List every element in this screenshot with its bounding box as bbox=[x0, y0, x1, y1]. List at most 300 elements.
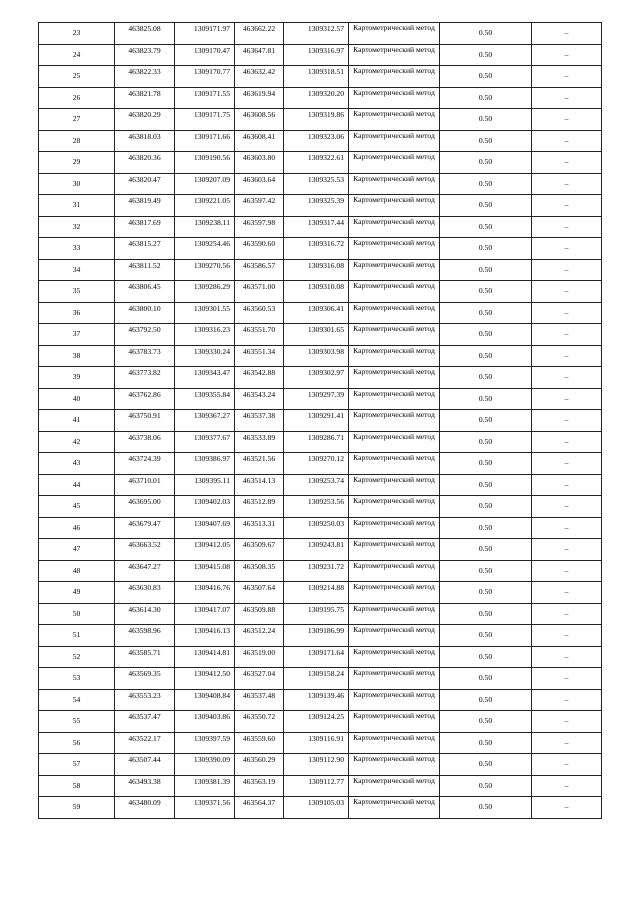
table-row bbox=[39, 517, 602, 539]
method-cell: Картометрический метод bbox=[349, 130, 440, 152]
note-cell: – bbox=[532, 367, 602, 389]
y-coordinate-new-cell: 1309243.81 bbox=[284, 539, 349, 561]
note-cell: – bbox=[532, 44, 602, 66]
method-cell: Картометрический метод bbox=[349, 775, 440, 797]
x-coordinate-existing-cell: 463630.83 bbox=[115, 582, 175, 604]
table-row bbox=[39, 281, 602, 303]
y-coordinate-new-cell: 1309124.25 bbox=[284, 711, 349, 733]
x-coordinate-existing-cell: 463792.50 bbox=[115, 324, 175, 346]
accuracy-cell: 0.50 bbox=[440, 711, 532, 733]
table-row bbox=[39, 560, 602, 582]
table-row bbox=[39, 496, 602, 518]
y-coordinate-existing-cell: 1309412.50 bbox=[175, 668, 235, 690]
y-coordinate-existing-cell: 1309171.97 bbox=[175, 23, 235, 45]
y-coordinate-existing-cell: 1309190.56 bbox=[175, 152, 235, 174]
note-cell: – bbox=[532, 431, 602, 453]
note-cell: – bbox=[532, 152, 602, 174]
note-cell: – bbox=[532, 517, 602, 539]
x-coordinate-new-cell: 463597.98 bbox=[235, 216, 284, 238]
table-row bbox=[39, 689, 602, 711]
method-cell: Картометрический метод bbox=[349, 66, 440, 88]
y-coordinate-existing-cell: 1309386.97 bbox=[175, 453, 235, 475]
table-row bbox=[39, 173, 602, 195]
accuracy-cell: 0.50 bbox=[440, 195, 532, 217]
y-coordinate-existing-cell: 1309286.29 bbox=[175, 281, 235, 303]
y-coordinate-existing-cell: 1309397.59 bbox=[175, 732, 235, 754]
y-coordinate-existing-cell: 1309412.05 bbox=[175, 539, 235, 561]
y-coordinate-new-cell: 1309253.56 bbox=[284, 496, 349, 518]
x-coordinate-existing-cell: 463820.29 bbox=[115, 109, 175, 131]
y-coordinate-new-cell: 1309186.99 bbox=[284, 625, 349, 647]
x-coordinate-new-cell: 463608.41 bbox=[235, 130, 284, 152]
accuracy-cell: 0.50 bbox=[440, 109, 532, 131]
x-coordinate-existing-cell: 463663.52 bbox=[115, 539, 175, 561]
table-row bbox=[39, 152, 602, 174]
note-cell: – bbox=[532, 216, 602, 238]
accuracy-cell: 0.50 bbox=[440, 603, 532, 625]
x-coordinate-existing-cell: 463818.03 bbox=[115, 130, 175, 152]
x-coordinate-new-cell: 463512.89 bbox=[235, 496, 284, 518]
accuracy-cell: 0.50 bbox=[440, 388, 532, 410]
x-coordinate-new-cell: 463507.64 bbox=[235, 582, 284, 604]
y-coordinate-new-cell: 1309253.74 bbox=[284, 474, 349, 496]
table-row bbox=[39, 216, 602, 238]
y-coordinate-new-cell: 1309171.64 bbox=[284, 646, 349, 668]
accuracy-cell: 0.50 bbox=[440, 754, 532, 776]
method-cell: Картометрический метод bbox=[349, 646, 440, 668]
x-coordinate-new-cell: 463509.67 bbox=[235, 539, 284, 561]
x-coordinate-existing-cell: 463821.78 bbox=[115, 87, 175, 109]
table-row bbox=[39, 603, 602, 625]
y-coordinate-existing-cell: 1309417.07 bbox=[175, 603, 235, 625]
y-coordinate-new-cell: 1309325.39 bbox=[284, 195, 349, 217]
table-row bbox=[39, 66, 602, 88]
note-cell: – bbox=[532, 87, 602, 109]
x-coordinate-new-cell: 463543.24 bbox=[235, 388, 284, 410]
accuracy-cell: 0.50 bbox=[440, 130, 532, 152]
y-coordinate-new-cell: 1309318.51 bbox=[284, 66, 349, 88]
y-coordinate-existing-cell: 1309414.81 bbox=[175, 646, 235, 668]
table-row bbox=[39, 431, 602, 453]
y-coordinate-new-cell: 1309158.24 bbox=[284, 668, 349, 690]
point-number-cell: 27 bbox=[39, 109, 115, 131]
note-cell: – bbox=[532, 302, 602, 324]
point-number-cell: 54 bbox=[39, 689, 115, 711]
x-coordinate-new-cell: 463662.22 bbox=[235, 23, 284, 45]
note-cell: – bbox=[532, 238, 602, 260]
x-coordinate-existing-cell: 463614.30 bbox=[115, 603, 175, 625]
method-cell: Картометрический метод bbox=[349, 560, 440, 582]
note-cell: – bbox=[532, 754, 602, 776]
x-coordinate-new-cell: 463537.48 bbox=[235, 689, 284, 711]
table-row bbox=[39, 410, 602, 432]
note-cell: – bbox=[532, 324, 602, 346]
table-row bbox=[39, 797, 602, 819]
x-coordinate-existing-cell: 463569.35 bbox=[115, 668, 175, 690]
accuracy-cell: 0.50 bbox=[440, 689, 532, 711]
x-coordinate-existing-cell: 463480.09 bbox=[115, 797, 175, 819]
x-coordinate-existing-cell: 463553.23 bbox=[115, 689, 175, 711]
accuracy-cell: 0.50 bbox=[440, 560, 532, 582]
method-cell: Картометрический метод bbox=[349, 689, 440, 711]
method-cell: Картометрический метод bbox=[349, 431, 440, 453]
table-row bbox=[39, 130, 602, 152]
table-row bbox=[39, 109, 602, 131]
y-coordinate-new-cell: 1309250.03 bbox=[284, 517, 349, 539]
note-cell: – bbox=[532, 281, 602, 303]
y-coordinate-new-cell: 1309286.71 bbox=[284, 431, 349, 453]
accuracy-cell: 0.50 bbox=[440, 367, 532, 389]
y-coordinate-existing-cell: 1309221.05 bbox=[175, 195, 235, 217]
x-coordinate-new-cell: 463509.88 bbox=[235, 603, 284, 625]
y-coordinate-existing-cell: 1309408.84 bbox=[175, 689, 235, 711]
x-coordinate-new-cell: 463527.04 bbox=[235, 668, 284, 690]
y-coordinate-existing-cell: 1309301.55 bbox=[175, 302, 235, 324]
x-coordinate-new-cell: 463550.72 bbox=[235, 711, 284, 733]
accuracy-cell: 0.50 bbox=[440, 302, 532, 324]
table-row bbox=[39, 388, 602, 410]
note-cell: – bbox=[532, 582, 602, 604]
x-coordinate-new-cell: 463586.57 bbox=[235, 259, 284, 281]
y-coordinate-new-cell: 1309319.86 bbox=[284, 109, 349, 131]
y-coordinate-new-cell: 1309270.12 bbox=[284, 453, 349, 475]
note-cell: – bbox=[532, 496, 602, 518]
y-coordinate-new-cell: 1309112.77 bbox=[284, 775, 349, 797]
accuracy-cell: 0.50 bbox=[440, 281, 532, 303]
x-coordinate-existing-cell: 463773.82 bbox=[115, 367, 175, 389]
accuracy-cell: 0.50 bbox=[440, 173, 532, 195]
note-cell: – bbox=[532, 797, 602, 819]
x-coordinate-new-cell: 463508.35 bbox=[235, 560, 284, 582]
table-row bbox=[39, 23, 602, 45]
x-coordinate-new-cell: 463551.34 bbox=[235, 345, 284, 367]
y-coordinate-new-cell: 1309325.53 bbox=[284, 173, 349, 195]
y-coordinate-new-cell: 1309302.97 bbox=[284, 367, 349, 389]
note-cell: – bbox=[532, 474, 602, 496]
point-number-cell: 35 bbox=[39, 281, 115, 303]
accuracy-cell: 0.50 bbox=[440, 324, 532, 346]
x-coordinate-new-cell: 463603.80 bbox=[235, 152, 284, 174]
x-coordinate-new-cell: 463514.13 bbox=[235, 474, 284, 496]
x-coordinate-existing-cell: 463493.38 bbox=[115, 775, 175, 797]
point-number-cell: 29 bbox=[39, 152, 115, 174]
point-number-cell: 25 bbox=[39, 66, 115, 88]
x-coordinate-existing-cell: 463815.27 bbox=[115, 238, 175, 260]
x-coordinate-new-cell: 463560.29 bbox=[235, 754, 284, 776]
method-cell: Картометрический метод bbox=[349, 625, 440, 647]
method-cell: Картометрический метод bbox=[349, 582, 440, 604]
accuracy-cell: 0.50 bbox=[440, 625, 532, 647]
y-coordinate-existing-cell: 1309377.67 bbox=[175, 431, 235, 453]
point-number-cell: 49 bbox=[39, 582, 115, 604]
table-row bbox=[39, 238, 602, 260]
x-coordinate-existing-cell: 463710.01 bbox=[115, 474, 175, 496]
accuracy-cell: 0.50 bbox=[440, 646, 532, 668]
y-coordinate-existing-cell: 1309170.47 bbox=[175, 44, 235, 66]
method-cell: Картометрический метод bbox=[349, 539, 440, 561]
x-coordinate-new-cell: 463603.64 bbox=[235, 173, 284, 195]
note-cell: – bbox=[532, 388, 602, 410]
x-coordinate-existing-cell: 463724.39 bbox=[115, 453, 175, 475]
y-coordinate-new-cell: 1309320.20 bbox=[284, 87, 349, 109]
y-coordinate-existing-cell: 1309316.23 bbox=[175, 324, 235, 346]
x-coordinate-new-cell: 463559.60 bbox=[235, 732, 284, 754]
x-coordinate-existing-cell: 463507.44 bbox=[115, 754, 175, 776]
table-row bbox=[39, 646, 602, 668]
note-cell: – bbox=[532, 173, 602, 195]
table-row bbox=[39, 302, 602, 324]
point-number-cell: 33 bbox=[39, 238, 115, 260]
accuracy-cell: 0.50 bbox=[440, 797, 532, 819]
accuracy-cell: 0.50 bbox=[440, 517, 532, 539]
point-number-cell: 28 bbox=[39, 130, 115, 152]
table-row bbox=[39, 754, 602, 776]
note-cell: – bbox=[532, 560, 602, 582]
method-cell: Картометрический метод bbox=[349, 711, 440, 733]
accuracy-cell: 0.50 bbox=[440, 474, 532, 496]
accuracy-cell: 0.50 bbox=[440, 539, 532, 561]
table-row bbox=[39, 711, 602, 733]
method-cell: Картометрический метод bbox=[349, 259, 440, 281]
y-coordinate-existing-cell: 1309207.09 bbox=[175, 173, 235, 195]
note-cell: – bbox=[532, 345, 602, 367]
y-coordinate-new-cell: 1309105.03 bbox=[284, 797, 349, 819]
note-cell: – bbox=[532, 410, 602, 432]
point-number-cell: 30 bbox=[39, 173, 115, 195]
method-cell: Картометрический метод bbox=[349, 797, 440, 819]
method-cell: Картометрический метод bbox=[349, 388, 440, 410]
point-number-cell: 44 bbox=[39, 474, 115, 496]
y-coordinate-existing-cell: 1309371.56 bbox=[175, 797, 235, 819]
x-coordinate-new-cell: 463560.53 bbox=[235, 302, 284, 324]
note-cell: – bbox=[532, 603, 602, 625]
method-cell: Картометрический метод bbox=[349, 195, 440, 217]
x-coordinate-existing-cell: 463800.10 bbox=[115, 302, 175, 324]
note-cell: – bbox=[532, 668, 602, 690]
accuracy-cell: 0.50 bbox=[440, 87, 532, 109]
x-coordinate-new-cell: 463619.94 bbox=[235, 87, 284, 109]
note-cell: – bbox=[532, 775, 602, 797]
x-coordinate-existing-cell: 463823.79 bbox=[115, 44, 175, 66]
x-coordinate-existing-cell: 463647.27 bbox=[115, 560, 175, 582]
y-coordinate-new-cell: 1309306.41 bbox=[284, 302, 349, 324]
method-cell: Картометрический метод bbox=[349, 367, 440, 389]
table-row bbox=[39, 195, 602, 217]
x-coordinate-new-cell: 463542.88 bbox=[235, 367, 284, 389]
accuracy-cell: 0.50 bbox=[440, 44, 532, 66]
table-row bbox=[39, 539, 602, 561]
y-coordinate-new-cell: 1309316.72 bbox=[284, 238, 349, 260]
method-cell: Картометрический метод bbox=[349, 44, 440, 66]
table-row bbox=[39, 345, 602, 367]
point-number-cell: 48 bbox=[39, 560, 115, 582]
y-coordinate-new-cell: 1309303.98 bbox=[284, 345, 349, 367]
y-coordinate-existing-cell: 1309343.47 bbox=[175, 367, 235, 389]
y-coordinate-existing-cell: 1309395.11 bbox=[175, 474, 235, 496]
y-coordinate-existing-cell: 1309254.46 bbox=[175, 238, 235, 260]
method-cell: Картометрический метод bbox=[349, 496, 440, 518]
x-coordinate-existing-cell: 463820.47 bbox=[115, 173, 175, 195]
table-row bbox=[39, 775, 602, 797]
point-number-cell: 45 bbox=[39, 496, 115, 518]
x-coordinate-existing-cell: 463783.73 bbox=[115, 345, 175, 367]
point-number-cell: 40 bbox=[39, 388, 115, 410]
x-coordinate-existing-cell: 463695.00 bbox=[115, 496, 175, 518]
note-cell: – bbox=[532, 711, 602, 733]
point-number-cell: 37 bbox=[39, 324, 115, 346]
point-number-cell: 56 bbox=[39, 732, 115, 754]
y-coordinate-new-cell: 1309112.90 bbox=[284, 754, 349, 776]
method-cell: Картометрический метод bbox=[349, 87, 440, 109]
y-coordinate-existing-cell: 1309416.13 bbox=[175, 625, 235, 647]
table-row bbox=[39, 44, 602, 66]
y-coordinate-new-cell: 1309312.57 bbox=[284, 23, 349, 45]
y-coordinate-existing-cell: 1309407.69 bbox=[175, 517, 235, 539]
x-coordinate-existing-cell: 463679.47 bbox=[115, 517, 175, 539]
point-number-cell: 57 bbox=[39, 754, 115, 776]
x-coordinate-new-cell: 463571.00 bbox=[235, 281, 284, 303]
method-cell: Картометрический метод bbox=[349, 23, 440, 45]
x-coordinate-new-cell: 463590.60 bbox=[235, 238, 284, 260]
note-cell: – bbox=[532, 195, 602, 217]
accuracy-cell: 0.50 bbox=[440, 410, 532, 432]
point-number-cell: 36 bbox=[39, 302, 115, 324]
point-number-cell: 42 bbox=[39, 431, 115, 453]
point-number-cell: 26 bbox=[39, 87, 115, 109]
point-number-cell: 43 bbox=[39, 453, 115, 475]
x-coordinate-new-cell: 463647.81 bbox=[235, 44, 284, 66]
point-number-cell: 41 bbox=[39, 410, 115, 432]
x-coordinate-new-cell: 463608.56 bbox=[235, 109, 284, 131]
table-row bbox=[39, 668, 602, 690]
point-number-cell: 34 bbox=[39, 259, 115, 281]
x-coordinate-new-cell: 463563.19 bbox=[235, 775, 284, 797]
x-coordinate-existing-cell: 463806.45 bbox=[115, 281, 175, 303]
y-coordinate-new-cell: 1309323.06 bbox=[284, 130, 349, 152]
point-number-cell: 53 bbox=[39, 668, 115, 690]
accuracy-cell: 0.50 bbox=[440, 345, 532, 367]
y-coordinate-existing-cell: 1309270.56 bbox=[175, 259, 235, 281]
x-coordinate-new-cell: 463519.00 bbox=[235, 646, 284, 668]
point-number-cell: 58 bbox=[39, 775, 115, 797]
point-number-cell: 39 bbox=[39, 367, 115, 389]
point-number-cell: 52 bbox=[39, 646, 115, 668]
x-coordinate-new-cell: 463513.31 bbox=[235, 517, 284, 539]
method-cell: Картометрический метод bbox=[349, 302, 440, 324]
method-cell: Картометрический метод bbox=[349, 324, 440, 346]
accuracy-cell: 0.50 bbox=[440, 431, 532, 453]
note-cell: – bbox=[532, 539, 602, 561]
note-cell: – bbox=[532, 732, 602, 754]
x-coordinate-existing-cell: 463762.86 bbox=[115, 388, 175, 410]
method-cell: Картометрический метод bbox=[349, 281, 440, 303]
point-number-cell: 55 bbox=[39, 711, 115, 733]
point-number-cell: 38 bbox=[39, 345, 115, 367]
y-coordinate-new-cell: 1309316.97 bbox=[284, 44, 349, 66]
accuracy-cell: 0.50 bbox=[440, 775, 532, 797]
point-number-cell: 31 bbox=[39, 195, 115, 217]
accuracy-cell: 0.50 bbox=[440, 732, 532, 754]
y-coordinate-existing-cell: 1309367.27 bbox=[175, 410, 235, 432]
table-row bbox=[39, 324, 602, 346]
note-cell: – bbox=[532, 646, 602, 668]
point-number-cell: 46 bbox=[39, 517, 115, 539]
y-coordinate-new-cell: 1309322.61 bbox=[284, 152, 349, 174]
accuracy-cell: 0.50 bbox=[440, 66, 532, 88]
y-coordinate-existing-cell: 1309171.75 bbox=[175, 109, 235, 131]
method-cell: Картометрический метод bbox=[349, 603, 440, 625]
method-cell: Картометрический метод bbox=[349, 517, 440, 539]
x-coordinate-existing-cell: 463750.91 bbox=[115, 410, 175, 432]
accuracy-cell: 0.50 bbox=[440, 668, 532, 690]
x-coordinate-new-cell: 463512.24 bbox=[235, 625, 284, 647]
y-coordinate-new-cell: 1309195.75 bbox=[284, 603, 349, 625]
y-coordinate-new-cell: 1309231.72 bbox=[284, 560, 349, 582]
x-coordinate-new-cell: 463521.56 bbox=[235, 453, 284, 475]
table-row bbox=[39, 259, 602, 281]
point-number-cell: 24 bbox=[39, 44, 115, 66]
x-coordinate-existing-cell: 463820.36 bbox=[115, 152, 175, 174]
x-coordinate-existing-cell: 463598.96 bbox=[115, 625, 175, 647]
method-cell: Картометрический метод bbox=[349, 754, 440, 776]
accuracy-cell: 0.50 bbox=[440, 238, 532, 260]
method-cell: Картометрический метод bbox=[349, 474, 440, 496]
accuracy-cell: 0.50 bbox=[440, 23, 532, 45]
accuracy-cell: 0.50 bbox=[440, 259, 532, 281]
y-coordinate-existing-cell: 1309415.08 bbox=[175, 560, 235, 582]
accuracy-cell: 0.50 bbox=[440, 216, 532, 238]
table-row bbox=[39, 474, 602, 496]
accuracy-cell: 0.50 bbox=[440, 582, 532, 604]
x-coordinate-new-cell: 463632.42 bbox=[235, 66, 284, 88]
note-cell: – bbox=[532, 23, 602, 45]
y-coordinate-existing-cell: 1309355.84 bbox=[175, 388, 235, 410]
x-coordinate-new-cell: 463551.70 bbox=[235, 324, 284, 346]
y-coordinate-existing-cell: 1309330.24 bbox=[175, 345, 235, 367]
method-cell: Картометрический метод bbox=[349, 173, 440, 195]
note-cell: – bbox=[532, 109, 602, 131]
y-coordinate-existing-cell: 1309402.03 bbox=[175, 496, 235, 518]
accuracy-cell: 0.50 bbox=[440, 453, 532, 475]
x-coordinate-existing-cell: 463819.49 bbox=[115, 195, 175, 217]
x-coordinate-existing-cell: 463825.08 bbox=[115, 23, 175, 45]
x-coordinate-new-cell: 463597.42 bbox=[235, 195, 284, 217]
x-coordinate-existing-cell: 463522.17 bbox=[115, 732, 175, 754]
method-cell: Картометрический метод bbox=[349, 109, 440, 131]
table-row bbox=[39, 87, 602, 109]
note-cell: – bbox=[532, 130, 602, 152]
y-coordinate-new-cell: 1309316.08 bbox=[284, 259, 349, 281]
table-row bbox=[39, 582, 602, 604]
y-coordinate-new-cell: 1309317.44 bbox=[284, 216, 349, 238]
y-coordinate-existing-cell: 1309238.11 bbox=[175, 216, 235, 238]
table-body bbox=[39, 23, 602, 819]
y-coordinate-new-cell: 1309301.65 bbox=[284, 324, 349, 346]
note-cell: – bbox=[532, 689, 602, 711]
method-cell: Картометрический метод bbox=[349, 410, 440, 432]
method-cell: Картометрический метод bbox=[349, 216, 440, 238]
y-coordinate-existing-cell: 1309416.76 bbox=[175, 582, 235, 604]
point-number-cell: 32 bbox=[39, 216, 115, 238]
table-row bbox=[39, 453, 602, 475]
accuracy-cell: 0.50 bbox=[440, 496, 532, 518]
y-coordinate-new-cell: 1309291.41 bbox=[284, 410, 349, 432]
x-coordinate-new-cell: 463533.89 bbox=[235, 431, 284, 453]
method-cell: Картометрический метод bbox=[349, 345, 440, 367]
point-number-cell: 47 bbox=[39, 539, 115, 561]
table-row bbox=[39, 732, 602, 754]
y-coordinate-existing-cell: 1309171.66 bbox=[175, 130, 235, 152]
